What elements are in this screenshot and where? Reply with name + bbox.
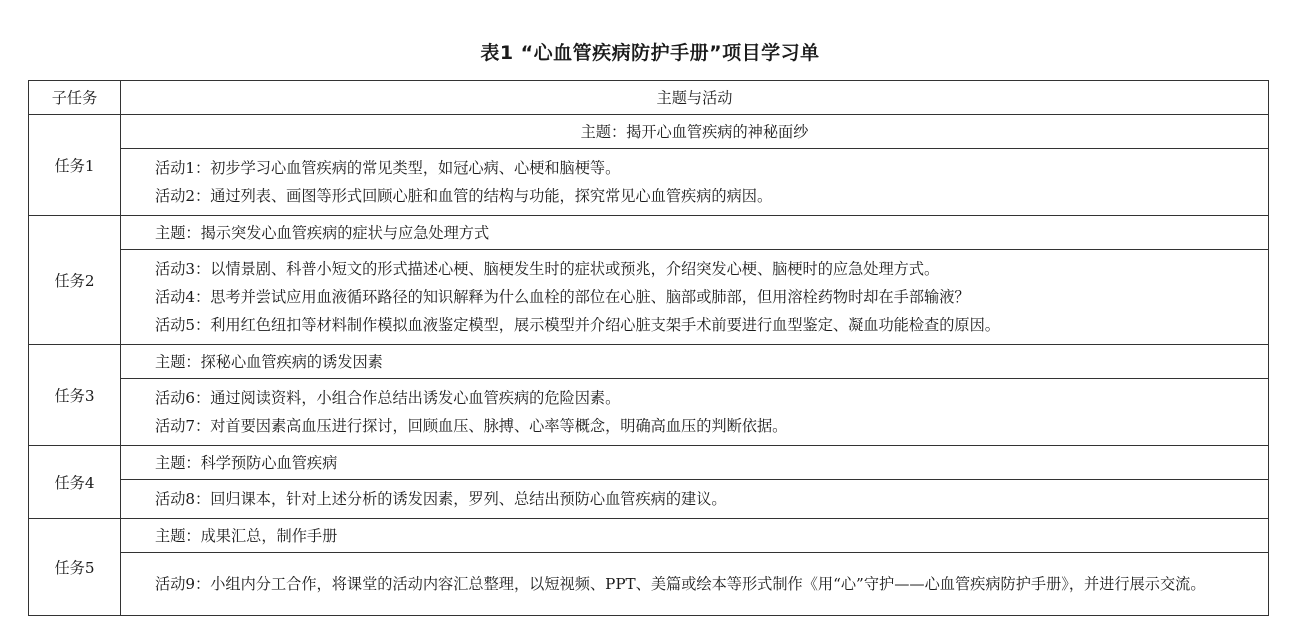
task-4-activities	[121, 480, 1269, 519]
task-3-activities-row	[29, 379, 1269, 446]
task-4-theme: 主题：科学预防心血管疾病	[121, 446, 1269, 480]
task-3-theme-row	[29, 345, 1269, 379]
activity-9: 活动9：小组内分工合作，将课堂的活动内容汇总整理，以短视频、PPT、美篇或绘本等形式制作《用“心”守护——心血管疾病防护手册》，并进行展示交流。	[155, 575, 1206, 593]
activity-4: 活动4：思考并尝试应用血液循环路径的知识解释为什么血栓的部位在心脏、脑部或肺部，但用溶栓药物时却在手部输液？	[155, 288, 970, 306]
task-3-theme: 主题：探秘心血管疾病的诱发因素	[121, 345, 1269, 379]
task-5-theme: 主题：成果汇总，制作手册	[121, 519, 1269, 553]
activity-6: 活动6：通过阅读资料，小组合作总结出诱发心血管疾病的危险因素。	[155, 389, 621, 407]
task-3-activities	[121, 379, 1269, 446]
header-theme-activity: 主题与活动	[121, 81, 1269, 115]
task-4-theme-row	[29, 446, 1269, 480]
activity-3: 活动3：以情景剧、科普小短文的形式描述心梗、脑梗发生时的症状或预兆，介绍突发心梗、脑梗时的应急处理方式。	[155, 260, 940, 278]
activity-7: 活动7：对首要因素高血压进行探讨，回顾血压、脉搏、心率等概念，明确高血压的判断依据。	[155, 417, 788, 435]
table-header-row	[29, 81, 1269, 115]
header-subtask: 子任务	[29, 81, 121, 115]
activity-8: 活动8：回归课本，针对上述分析的诱发因素，罗列、总结出预防心血管疾病的建议。	[155, 490, 727, 508]
task-5-activities-row	[29, 553, 1269, 616]
task-2-activities	[121, 250, 1269, 345]
table-title: 表1 “心血管疾病防护手册”项目学习单	[480, 42, 820, 64]
task-1-activities	[121, 149, 1269, 216]
task-5-activities	[121, 553, 1269, 616]
task-4-label: 任务4	[29, 446, 121, 519]
task-2-activities-row	[29, 250, 1269, 345]
task-1-activities-row	[29, 149, 1269, 216]
activity-2: 活动2：通过列表、画图等形式回顾心脏和血管的结构与功能，探究常见心血管疾病的病因。	[155, 187, 773, 205]
task-1-theme: 主题：揭开心血管疾病的神秘面纱	[121, 115, 1269, 149]
task-2-theme-row	[29, 216, 1269, 250]
task-5-label: 任务5	[29, 519, 121, 616]
task-4-activities-row	[29, 480, 1269, 519]
task-2-label: 任务2	[29, 216, 121, 345]
task-5-theme-row	[29, 519, 1269, 553]
task-1-label: 任务1	[29, 115, 121, 216]
activity-5: 活动5：利用红色纽扣等材料制作模拟血液鉴定模型，展示模型并介绍心脏支架手术前要进行血型鉴定、凝血功能检查的原因。	[155, 316, 1000, 334]
task-1-theme-row	[29, 115, 1269, 149]
task-3-label: 任务3	[29, 345, 121, 446]
project-study-sheet-table	[28, 80, 1269, 616]
task-2-theme: 主题：揭示突发心血管疾病的症状与应急处理方式	[121, 216, 1269, 250]
activity-1: 活动1：初步学习心血管疾病的常见类型，如冠心病、心梗和脑梗等。	[155, 159, 621, 177]
